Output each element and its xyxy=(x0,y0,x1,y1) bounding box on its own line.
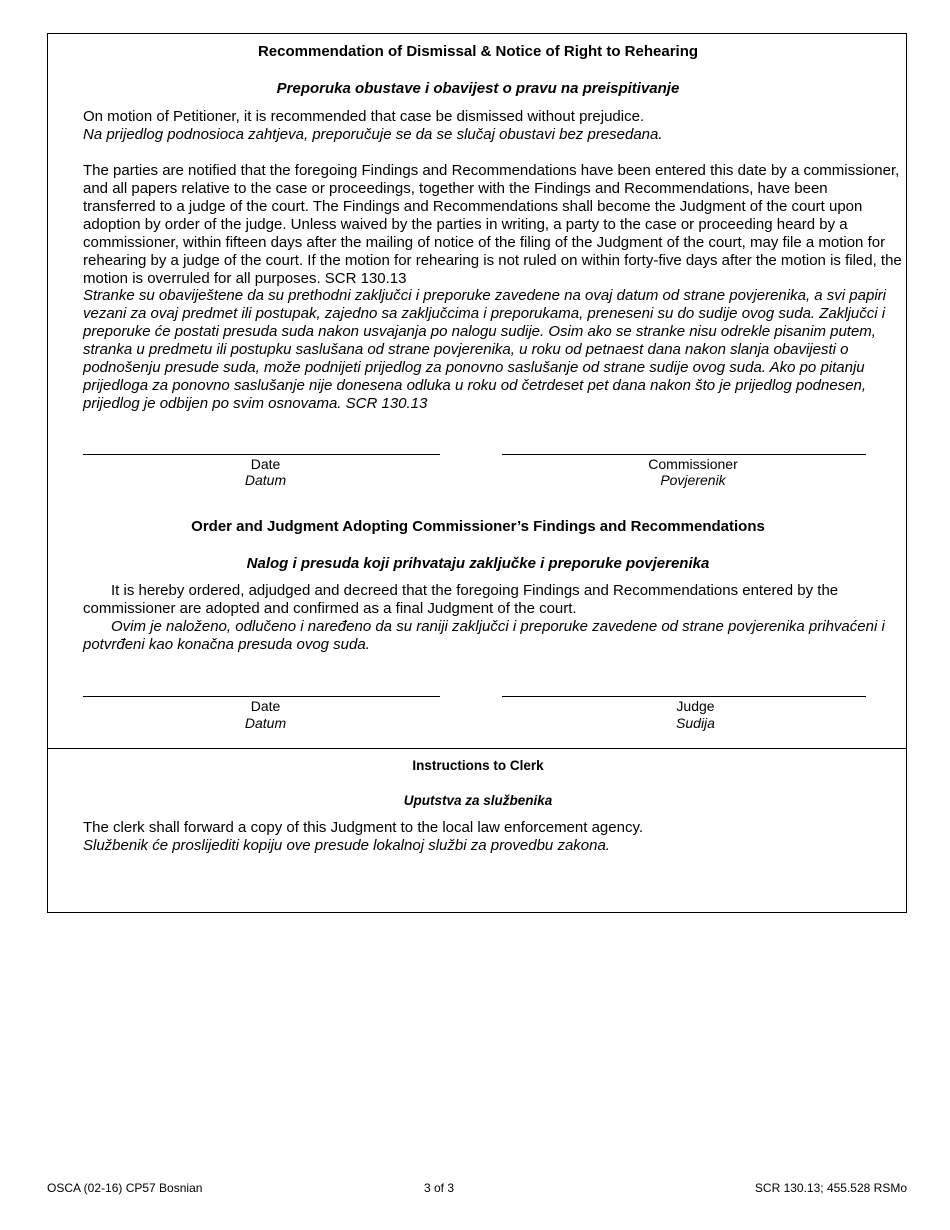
commissioner-label: Commissioner xyxy=(648,456,738,472)
motion-text-translated: Na prijedlog podnosioca zahtjeva, preporučuje se da se slučaj obustavi bez presedana. xyxy=(83,126,663,143)
footer-statute: SCR 130.13; 455.528 RSMo xyxy=(754,1181,907,1195)
order-body-translated: Ovim je naloženo, odlučeno i naređeno da su raniji zaključci i preporuke zavedene od strane povjerenika prihvaćeni i potvrđeni kao konačna presuda ovog suda. xyxy=(83,618,885,653)
commissioner-date-label: Date xyxy=(250,456,281,472)
commissioner-label-translated: Povjerenik xyxy=(660,472,726,488)
judge-label-translated: Sudija xyxy=(676,715,715,731)
commissioner-date-signature-line[interactable] xyxy=(83,454,440,455)
form-frame xyxy=(47,33,907,913)
commissioner-signature-line[interactable] xyxy=(502,454,866,455)
commissioner-date-label-translated: Datum xyxy=(244,472,287,488)
recommendation-title-translated: Preporuka obustave i obavijest o pravu na preispitivanje xyxy=(276,80,680,97)
clerk-title-translated: Uputstva za službenika xyxy=(403,793,553,808)
recommendation-title: Recommendation of Dismissal & Notice of Right to Rehearing xyxy=(257,43,699,60)
footer-page-number: 3 of 3 xyxy=(423,1181,455,1195)
judge-label: Judge xyxy=(676,698,715,714)
clerk-body: The clerk shall forward a copy of this Judgment to the local law enforcement agency. xyxy=(83,819,644,836)
order-title-translated: Nalog i presuda koji prihvataju zaključke i preporuke povjerenika xyxy=(246,555,710,572)
notice-text: The parties are notified that the foregoing Findings and Recommendations have been entered this date by a commissioner, and all papers relative to the case or proceedings, together with the Findings and Recommendations, have been transferred to a judge of the court. The Findings and Recommendations shall become the Judgment of the court upon adoption by order of the judge. Unless waived by the parties in writing, a party to the case or proceeding heard by a commissioner, within fifteen days after the mailing of notice of the filing of the Judgment of the court, may file a motion for rehearing by a judge of the court. If the motion for rehearing is not ruled on within forty-five days after the motion is filed, the motion is overruled for all purposes. SCR 130.13 xyxy=(83,162,902,287)
motion-text: On motion of Petitioner, it is recommended that case be dismissed without prejudice. xyxy=(83,108,645,125)
order-body: It is hereby ordered, adjudged and decreed that the foregoing Findings and Recommendations entered by the commissioner are adopted and confirmed as a final Judgment of the court. xyxy=(83,582,839,617)
judge-date-label-translated: Datum xyxy=(244,715,287,731)
clerk-title: Instructions to Clerk xyxy=(412,758,544,773)
judge-signature-line[interactable] xyxy=(502,696,866,697)
order-title: Order and Judgment Adopting Commissioner’s Findings and Recommendations xyxy=(191,518,765,535)
footer-form-id: OSCA (02-16) CP57 Bosnian xyxy=(47,1181,203,1195)
notice-text-translated: Stranke su obaviještene da su prethodni zaključci i preporuke zavedene na ovaj datum od strane povjerenika, a svi papiri vezani za ovaj predmet ili postupak, zajedno sa zaključcima i preporukama, preneseni su do sudije ovog suda. Zaključci i preporuke će postati presuda suda nakon usvajanja po nalogu sudije. Osim ako se stranke nisu odrekle pisanim putem, stranka u predmetu ili postupku saslušana od strane povjerenika, u roku od petnaest dana nakon slanja obavijesti o podnošenju presude suda, može podnijeti prijedlog za ponovno saslušanje od strane sudije ovog suda. Ako po pitanju prijedloga za ponovno saslušanje nije donesena odluka u roku od četrdeset pet dana nakon što je prijedlog podnesen, prijedlog je odbijen po svim osnovama. SCR 130.13 xyxy=(83,287,886,412)
clerk-body-translated: Službenik će proslijediti kopiju ove presude lokalnoj službi za provedbu zakona. xyxy=(83,837,610,854)
judge-date-signature-line[interactable] xyxy=(83,696,440,697)
section-divider xyxy=(48,748,906,749)
judge-date-label: Date xyxy=(250,698,281,714)
